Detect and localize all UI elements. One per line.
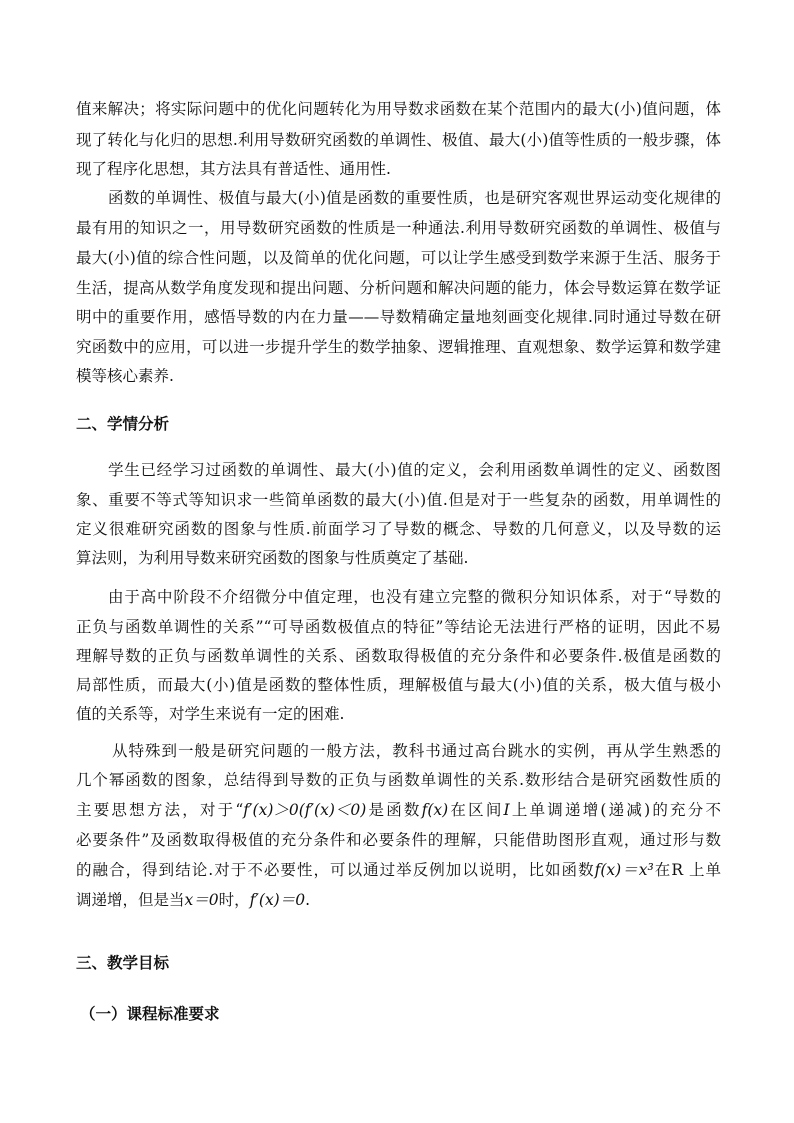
inequality-formula: f′(x)＞0(f′(x)＜0) — [243, 801, 367, 819]
paragraph-5-line-5 — [76, 860, 721, 880]
text-segment: 在R 上单 — [653, 861, 721, 879]
paragraph-2-line-6: 究函数中的应用，可以进一步提升学生的数学抽象、逻辑推理、直观想象、数学运算和数学建 — [76, 338, 721, 356]
text-segment: 是函数 — [366, 801, 422, 819]
paragraph-4-line-2: 正负与函数单调性的关系”“可导函数极值点的特征”等结论无法进行严格的证明，因此不易 — [76, 618, 721, 636]
paragraph-5-line-3 — [76, 800, 721, 820]
paragraph-5-line-2: 几个幂函数的图象，总结得到导数的正负与函数单调性的关系.数形结合是研究函数性质的 — [76, 771, 721, 789]
paragraph-2-line-2: 最有用的知识之一，用导数研究函数的性质是一种通法.利用导数研究函数的单调性、极值与 — [76, 219, 721, 237]
paragraph-5-line-4: 必要条件”及函数取得极值的充分条件和必要条件的理解，只能借助图形直观，通过形与数 — [76, 831, 721, 849]
derivative-zero-formula: f′(x)＝0 — [249, 891, 306, 909]
text-segment: 上单调递增(递减)的充分不 — [509, 801, 721, 819]
x-zero-formula: x＝0 — [184, 891, 219, 909]
paragraph-4-line-4: 局部性质，而最大(小)值是函数的整体性质，理解极值与最大(小)值的关系，极大值与极小 — [76, 676, 721, 694]
paragraph-2-line-5: 明中的重要作用，感悟导数的内在力量——导数精确定量地刻画变化规律.同时通过导数在研 — [76, 308, 721, 326]
function-formula: f(x) — [421, 801, 449, 819]
interval-symbol: I — [503, 801, 510, 819]
paragraph-2-line-7: 模等核心素养. — [76, 367, 174, 385]
text-segment: 在区间 — [448, 801, 504, 819]
subsection-heading-curriculum-standards: （一）课程标准要求 — [80, 1005, 220, 1023]
paragraph-5-line-6 — [76, 890, 721, 910]
paragraph-1-line-3: 现了程序化思想，其方法具有普适性、通用性. — [76, 160, 391, 178]
text-segment: 主要思想方法，对于“ — [76, 801, 244, 819]
paragraph-1-line-1: 值来解决；将实际问题中的优化问题转化为用导数求函数在某个范围内的最大(小)值问题，体 — [76, 100, 721, 118]
paragraph-1-line-2: 现了转化与化归的思想.利用导数研究函数的单调性、极值、最大(小)值等性质的一般步骤，体 — [76, 131, 721, 149]
paragraph-2-line-4: 生活，提高从数学角度发现和提出问题、分析问题和解决问题的能力，体会导数运算在数学证 — [76, 279, 721, 297]
cube-function-formula: f(x)＝x³ — [594, 861, 654, 879]
paragraph-2-line-3: 最大(小)值的综合性问题，以及简单的优化问题，可以让学生感受到数学来源于生活、服务于 — [76, 249, 721, 267]
section-heading-teaching-goals: 三、教学目标 — [76, 954, 170, 972]
paragraph-4-line-5: 值的关系等，对学生来说有一定的困难. — [76, 705, 345, 723]
text-segment: 时， — [218, 891, 250, 909]
paragraph-2-line-1: 函数的单调性、极值与最大(小)值是函数的重要性质，也是研究客观世界运动变化规律的 — [108, 189, 721, 207]
paragraph-4-line-1: 由于高中阶段不介绍微分中值定理，也没有建立完整的微积分知识体系，对于“导数的 — [108, 588, 721, 606]
paragraph-3-line-2: 象、重要不等式等知识求一些简单函数的最大(小)值.但是对于一些复杂的函数，用单调性的 — [76, 491, 721, 509]
paragraph-3-line-1: 学生已经学习过函数的单调性、最大(小)值的定义，会利用函数单调性的定义、函数图 — [108, 461, 721, 479]
paragraph-5-line-1: 从特殊到一般是研究问题的一般方法，教科书通过高台跳水的实例，再从学生熟悉的 — [112, 742, 721, 760]
text-segment: 调递增，但是当 — [76, 891, 185, 909]
paragraph-4-line-3: 理解导数的正负与函数单调性的关系、函数取得极值的充分条件和必要条件.极值是函数的 — [76, 647, 721, 665]
paragraph-3-line-3: 定义很难研究函数的图象与性质.前面学习了导数的概念、导数的几何意义，以及导数的运 — [76, 520, 721, 538]
text-segment: . — [305, 891, 311, 909]
text-segment: 的融合，得到结论.对于不必要性，可以通过举反例加以说明，比如函数 — [76, 861, 595, 879]
paragraph-3-line-4: 算法则，为利用导数来研究函数的图象与性质奠定了基础. — [76, 549, 469, 567]
section-heading-learning-analysis: 二、学情分析 — [76, 415, 170, 433]
